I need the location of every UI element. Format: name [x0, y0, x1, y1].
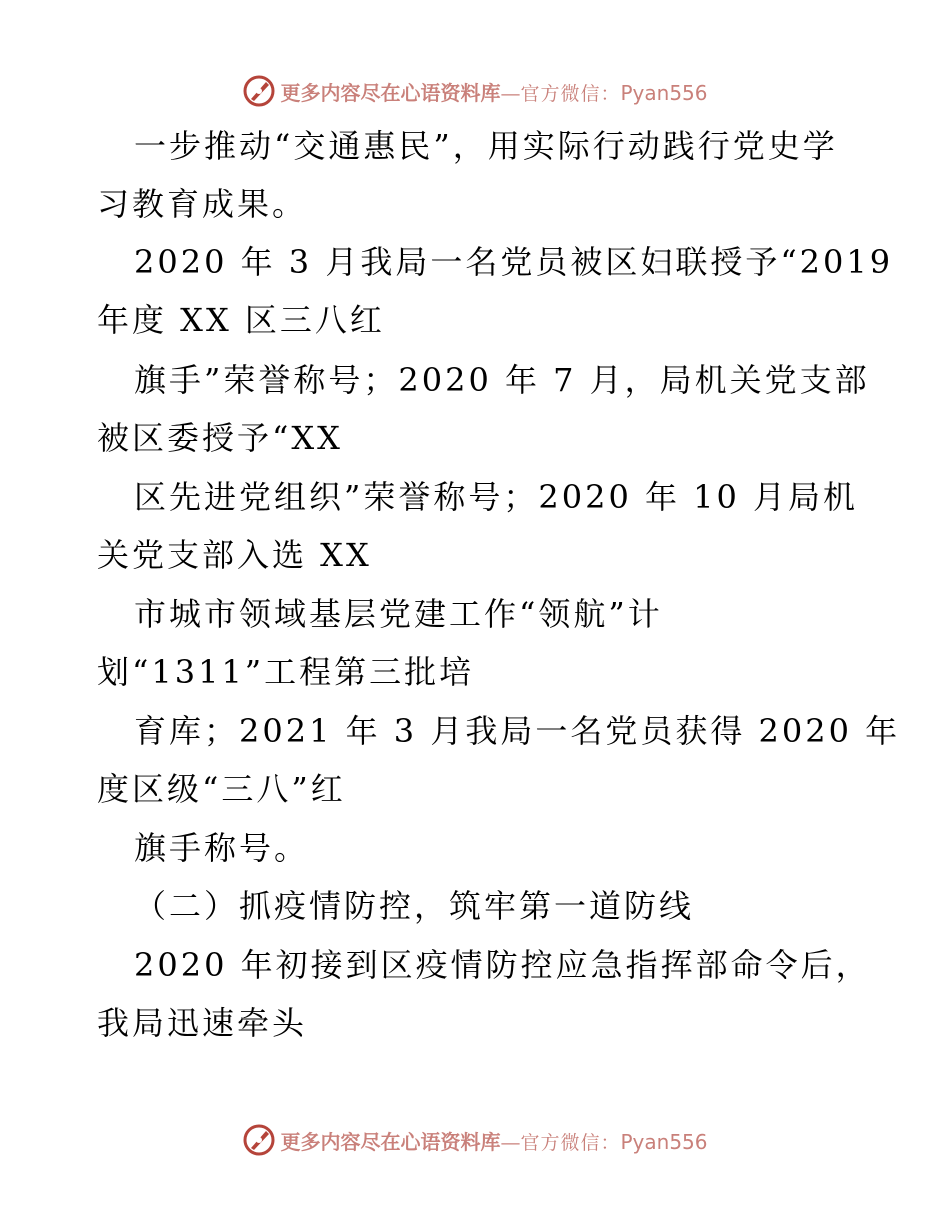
footer-watermark-banner	[0, 1120, 950, 1160]
paragraph-line: 旗手”荣誉称号；2020 年 7 月，局机关党支部	[134, 361, 870, 399]
paragraph-line: 关党支部入选 XX	[97, 536, 372, 574]
paragraph-line: 年度 XX 区三八红	[97, 301, 385, 339]
paragraph-line: 划“1311”工程第三批培	[97, 653, 475, 691]
paragraph-line: 育库；2021 年 3 月我局一名党员获得 2020 年	[134, 712, 901, 750]
paragraph-line: 2020 年初接到区疫情防控应急指挥部命令后，	[134, 946, 871, 984]
section-heading: （二）抓疫情防控，筑牢第一道防线	[134, 887, 695, 925]
paragraph-line: 旗手称号。	[134, 829, 310, 867]
banner-text: 更多内容尽在心语资料库—官方微信：Pyan556	[280, 1129, 708, 1154]
paragraph-line: 度区级“三八”红	[97, 770, 346, 808]
paragraph-line: 我局迅速牵头	[97, 1004, 308, 1042]
paragraph-line: 一步推动“交通惠民”，用实际行动践行党史学	[134, 127, 838, 165]
quill-seal-icon	[242, 1123, 276, 1157]
paragraph-line: 2020 年 3 月我局一名党员被区妇联授予“2019	[134, 243, 894, 281]
paragraph-line: 被区委授予“XX	[97, 419, 343, 457]
paragraph-line: 区先进党组织”荣誉称号；2020 年 10 月局机	[134, 478, 859, 516]
banner-text: 更多内容尽在心语资料库—官方微信：Pyan556	[280, 80, 708, 105]
paragraph-line: 市城市领域基层党建工作“领航”计	[134, 595, 663, 633]
paragraph-line: 习教育成果。	[97, 185, 308, 223]
